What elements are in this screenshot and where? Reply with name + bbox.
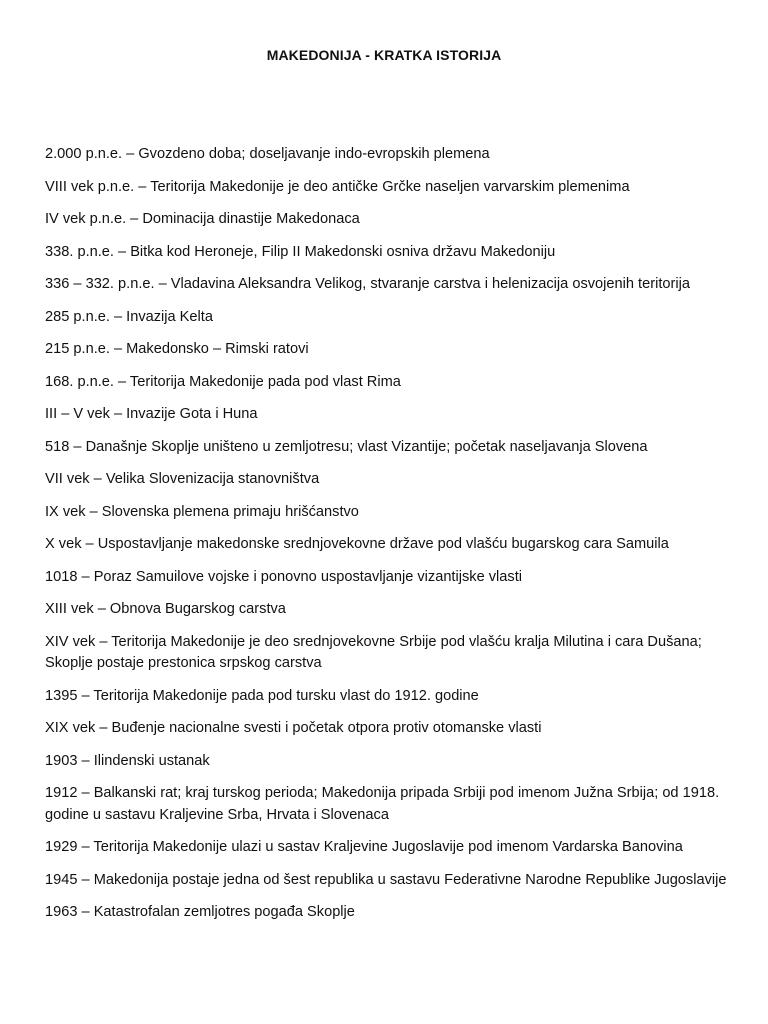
timeline-entry: VIII vek p.n.e. – Teritorija Makedonije je deo antičke Grčke naseljen varvarskim plemenima [45, 178, 630, 195]
timeline-entry: 336 – 332. p.n.e. – Vladavina Aleksandra Velikog, stvaranje carstva i helenizacija osvojenih teritorija [45, 276, 690, 292]
timeline-entry: IX vek – Slovenska plemena primaju hrišćanstvo [45, 503, 359, 520]
timeline-entry: 1963 – Katastrofalan zemljotres pogađa Skoplje [45, 904, 355, 920]
timeline-entry: III – V vek – Invazije Gota i Huna [45, 406, 258, 422]
timeline-entry: 168. p.n.e. – Teritorija Makedonije pada pod vlast Rima [45, 373, 401, 390]
timeline-entry: VII vek – Velika Slovenizacija stanovništva [45, 471, 320, 487]
timeline-entry: 1903 – Ilindenski ustanak [45, 752, 210, 769]
document-title: MAKEDONIJA - KRATKA ISTORIJA [266, 47, 502, 63]
timeline-entry: 338. p.n.e. – Bitka kod Heroneje, Filip II Makedonski osniva državu Makedoniju [45, 243, 556, 260]
timeline-entry: 215 p.n.e. – Makedonsko – Rimski ratovi [45, 341, 309, 357]
timeline-entry: 2.000 p.n.e. – Gvozdeno doba; doseljavanje indo-evropskih plemena [45, 146, 490, 162]
timeline-entry: 285 p.n.e. – Invazija Kelta [45, 308, 213, 325]
timeline-entry: XIX vek – Buđenje nacionalne svesti i početak otpora protiv otomanske vlasti [45, 720, 542, 736]
timeline-list [45, 144, 735, 935]
timeline-entry: 1945 – Makedonija postaje jedna od šest republika u sastavu Federativne Narodne Republike Jugoslavije [45, 871, 727, 888]
timeline-entry: IV vek p.n.e. – Dominacija dinastije Makedonaca [45, 211, 360, 227]
timeline-entry: XIII vek – Obnova Bugarskog carstva [45, 601, 286, 617]
timeline-entry: 1018 – Poraz Samuilove vojske i ponovno uspostavljanje vizantijske vlasti [45, 568, 522, 585]
timeline-entry: 518 – Današnje Skoplje uništeno u zemljotresu; vlast Vizantije; početak naseljavanja Slovena [45, 438, 648, 455]
timeline-entry: 1912 – Balkanski rat; kraj turskog perioda; Makedonija pripada Srbiji pod imenom Južna Srbija; od 1918. godine u sastavu Kraljevine Srba, Hrvata i Slovenaca [45, 785, 720, 823]
timeline-entry: XIV vek – Teritorija Makedonije je deo srednjovekovne Srbije pod vlašću kralja Milutina i cara Dušana; Skoplje postaje prestonica srpskog carstva [45, 633, 702, 671]
timeline-entry: X vek – Uspostavljanje makedonske srednjovekovne države pod vlašću bugarskog cara Samuila [45, 536, 669, 552]
timeline-entry: 1395 – Teritorija Makedonije pada pod tursku vlast do 1912. godine [45, 687, 479, 704]
timeline-entry: 1929 – Teritorija Makedonije ulazi u sastav Kraljevine Jugoslavije pod imenom Vardarska Banovina [45, 839, 683, 855]
